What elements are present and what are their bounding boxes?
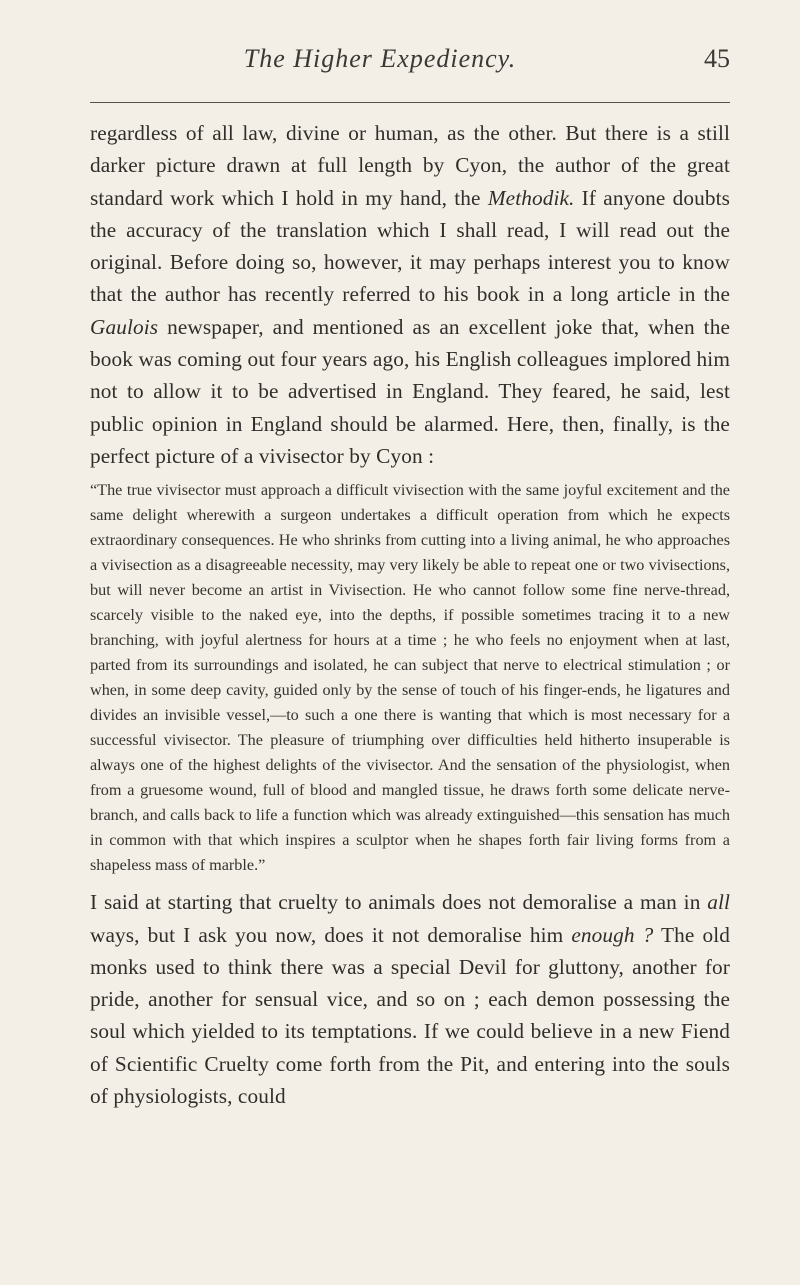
paragraph-1-text-c: newspaper, and mentioned as an excellent joke that, when the book was coming out four years ago, his English colleagues implored him not to allow it to be advertised in England. They feared, he said, lest public opinion in England should be alarmed. Here, then, finally, is the perfect picture of a vivisector by Cyon : (90, 314, 730, 468)
header-rule (90, 102, 730, 103)
book-title-methodik: Methodik. (487, 185, 575, 210)
running-title: The Higher Expediency. (243, 44, 517, 73)
block-quotation: “The true vivisector must approach a difficult vivisection with the same joyful excitement and the same delight wherewith a surgeon undertakes a difficult operation from which he expects extraordinary consequences. He who shrinks from cutting into a living animal, he who approaches a vivisection as a disagreeable necessity, may very likely be able to repeat one or two vivisections, but will never become an artist in Vivisection. He who cannot follow some fine nerve-thread, scarcely visible to the naked eye, into the depths, if possible sometimes tracing it to a new branching, with joyful alertness for hours at a time ; he who feels no enjoyment when at last, parted from its surroundings and isolated, he can subject that nerve to electrical stimulation ; or when, in some deep cavity, guided only by the sense of touch of his finger-ends, he ligatures and divides an invisible vessel,—to such a one there is wanting that which is most necessary for a successful vivisector. The pleasure of triumphing over difficulties held hitherto insuperable is always one of the highest delights of the vivisector. And the sensation of the physiologist, when from a gruesome wound, full of blood and mangled tissue, he draws forth some delicate nerve-branch, and calls back to life a function which was already extinguished—this sensation has much in common with that which inspires a sculptor when he shapes forth fair living forms from a shapeless mass of marble.” (90, 481, 730, 875)
newspaper-title-gaulois: Gaulois (90, 314, 159, 339)
page-header (90, 0, 730, 100)
page-number: 45 (704, 44, 730, 73)
paragraph-1-text-a: regardless of all law, divine or human, as the other. But there is a still darker picture drawn at full length by Cyon, the author of the great standard work which I hold in my hand, the (90, 121, 730, 210)
paragraph-2-text-a: I said at starting that cruelty to animals does not demoralise a man in (90, 890, 708, 915)
emphasis-all: all (707, 890, 730, 915)
paragraph-1-text-b: If anyone doubts the accuracy of the translation which I shall read, I will read out the original. Before doing so, however, it may perhaps interest you to know that the author has recently referred to his book in a long article in the (90, 185, 731, 307)
paragraph-2 (90, 886, 730, 1112)
emphasis-enough: enough ? (571, 922, 654, 947)
paragraph-1 (90, 117, 730, 472)
paragraph-2-text-c: The old monks used to think there was a special Devil for gluttony, another for pride, another for sensual vice, and so on ; each demon possessing the soul which yielded to its temptations. If we could believe in a new Fiend of Scientific Cruelty come forth from the Pit, and entering into the souls of physiologists, could (90, 922, 731, 1109)
paragraph-2-text-b: ways, but I ask you now, does it not demoralise him (90, 922, 572, 947)
